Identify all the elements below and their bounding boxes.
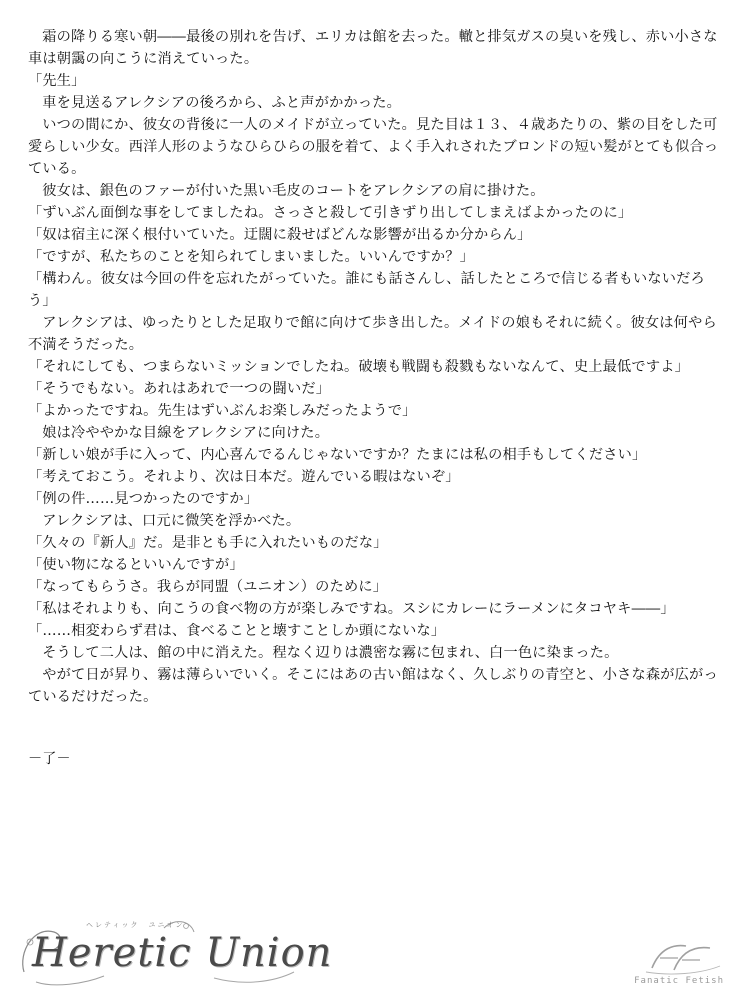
end-mark: －了－ [28, 751, 71, 767]
paragraph: 「先生」 [28, 73, 86, 89]
story-text [28, 26, 724, 708]
paragraph: アレクシアは、ゆったりとした足取りで館に向けて歩き出した。メイドの娘もそれに続く。彼女は何やら不満そうだった。 [28, 315, 717, 353]
logo-kana-reading: ヘレティック ユニオン [86, 921, 185, 929]
heretic-union-logo [14, 912, 333, 992]
logo-wordmark: Heretic Union [32, 930, 333, 976]
paragraph: アレクシアは、口元に微笑を浮かべた。 [42, 513, 301, 529]
paragraph: 「……相変わらず君は、食べることと壊すことしか頭にないな」 [28, 623, 446, 639]
paragraph: 「それにしても、つまらないミッションでしたね。破壊も戦闘も殺戮もないなんて、史上最低ですよ」 [28, 359, 689, 375]
paragraph: 「奴は宿主に深く根付いていた。迂闊に殺せばどんな影響が出るか分からん」 [28, 227, 532, 243]
paragraph: 彼女は、銀色のファーが付いた黒い毛皮のコートをアレクシアの肩に掛けた。 [42, 183, 545, 199]
paragraph: 「久々の『新人』だ。是非とも手に入れたいものだな」 [28, 535, 388, 551]
paragraph: 「構わん。彼女は今回の件を忘れたがっていた。誰にも話さんし、話したところで信じる者もいないだろう」 [28, 271, 705, 309]
paragraph: 娘は冷ややかな目線をアレクシアに向けた。 [42, 425, 330, 441]
paragraph: 霜の降りる寒い朝――最後の別れを告げ、エリカは館を去った。轍と排気ガスの臭いを残し、赤い小さな車は朝靄の向こうに消えていった。 [28, 29, 718, 67]
paragraph: 「使い物になるといいんですが」 [28, 557, 244, 573]
paragraph: 「私はそれよりも、向こうの食べ物の方が楽しみですね。スシにカレーにラーメンにタコヤキ――」 [28, 601, 675, 617]
paragraph: 「新しい娘が手に入って、内心喜んでるんじゃないですか？たまには私の相手もしてください」 [28, 447, 647, 463]
ff-monogram-icon [630, 938, 730, 978]
paragraph: やがて日が昇り、霧は薄らいでいく。そこにはあの古い館はなく、久しぶりの青空と、小さな森が広がっているだけだった。 [28, 667, 718, 705]
paragraph: 「考えておこう。それより、次は日本だ。遊んでいる暇はないぞ」 [28, 469, 460, 485]
paragraph: 「よかったですね。先生はずいぶんお楽しみだったようで」 [28, 403, 417, 419]
paragraph: 「ですが、私たちのことを知られてしまいました。いいんですか？」 [28, 249, 475, 265]
paragraph: 「そうでもない。あれはあれで一つの闘いだ」 [28, 381, 331, 397]
paragraph: いつの間にか、彼女の背後に一人のメイドが立っていた。見た目は１３、４歳あたりの、紫の目をした可愛らしい少女。西洋人形のようなひらひらの服を着て、よく手入れされたブロンドの短い髪がとても似合っている。 [28, 117, 719, 177]
logo-subtitle: Fanatic Fetish [634, 976, 724, 986]
fanatic-fetish-logo [630, 938, 730, 994]
paragraph: 「例の件……見つかったのですか」 [28, 491, 259, 507]
paragraph: 「ずいぶん面倒な事をしてましたね。さっさと殺して引きずり出してしまえばよかったのに」 [28, 205, 633, 221]
paragraph: 「なってもらうさ。我らが同盟（ユニオン）のために」 [28, 579, 388, 595]
paragraph: そうして二人は、館の中に消えた。程なく辺りは濃密な霧に包まれ、白一色に染まった。 [42, 645, 619, 661]
paragraph: 車を見送るアレクシアの後ろから、ふと声がかかった。 [42, 95, 402, 111]
